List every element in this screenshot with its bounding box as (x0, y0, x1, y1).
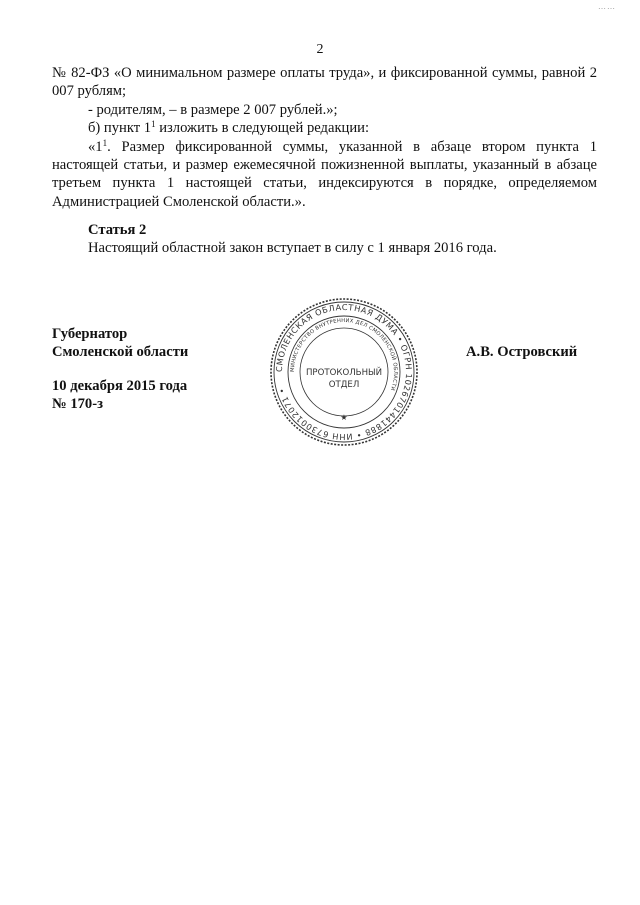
new-item-text-start: «1 (88, 138, 103, 155)
paragraph-parents: - родителям, – в размере 2 007 рублей.»; (88, 101, 338, 118)
item-b-superscript: 1 (151, 119, 156, 130)
article-heading: Статья 2 (88, 222, 147, 238)
article-text: Настоящий областной закон вступает в силу с 1 января 2016 года. (88, 240, 497, 256)
new-item-superscript: 1 (102, 137, 108, 148)
signatory-title-line2: Смоленской области (52, 344, 189, 361)
corner-mark: …… (598, 2, 616, 11)
signature-date-block (52, 377, 187, 414)
seal-star-icon: ★ (340, 413, 348, 422)
item-b-text-end: изложить в следующей редакции: (155, 120, 370, 137)
seal-center-line1: ПРОТОКОЛЬНЫЙ (305, 368, 383, 378)
official-seal-stamp (268, 296, 420, 448)
paragraph-new-item (52, 138, 597, 212)
page-number: 2 (316, 42, 324, 57)
new-item-text-end: . Размер фиксированной суммы, указанной в абзаце втором пункта 1 настоящей статьи, и размер ежемесячной пожизненной выплаты, указанный в абзаце третьем пункта 1 настоящей статьи, индексируются в порядке, определяемом Администрацией Смоленской области.». (52, 138, 597, 210)
signatory-title (52, 325, 188, 362)
paragraph-item-b (52, 119, 597, 137)
paragraph-continuation: № 82-ФЗ «О минимальном размере оплаты труда», и фиксированной суммы, равной 2 007 рублям; (52, 65, 597, 100)
signatory-title-line1: Губернатор (52, 326, 128, 342)
document-body (52, 64, 597, 211)
seal-outer-text: СМОЛЕНСКАЯ ОБЛАСТНАЯ ДУМА • ОГРН 1026701441888 • ИНН 6730012071 • (273, 301, 415, 443)
item-b-text-start: б) пункт 1 (88, 120, 152, 137)
signatory-name: А.В. Островский (466, 344, 578, 360)
seal-center-line2: ОТДЕЛ (328, 380, 360, 390)
signature-date: 10 декабря 2015 года (52, 378, 188, 394)
law-number: № 170-з (52, 396, 103, 413)
seal-graphic (268, 296, 420, 448)
seal-inner-text: МИНИСТЕРСТВО ВНУТРЕННИХ ДЕЛ СМОЛЕНСКОЙ ОБЛАСТИ (289, 317, 399, 392)
